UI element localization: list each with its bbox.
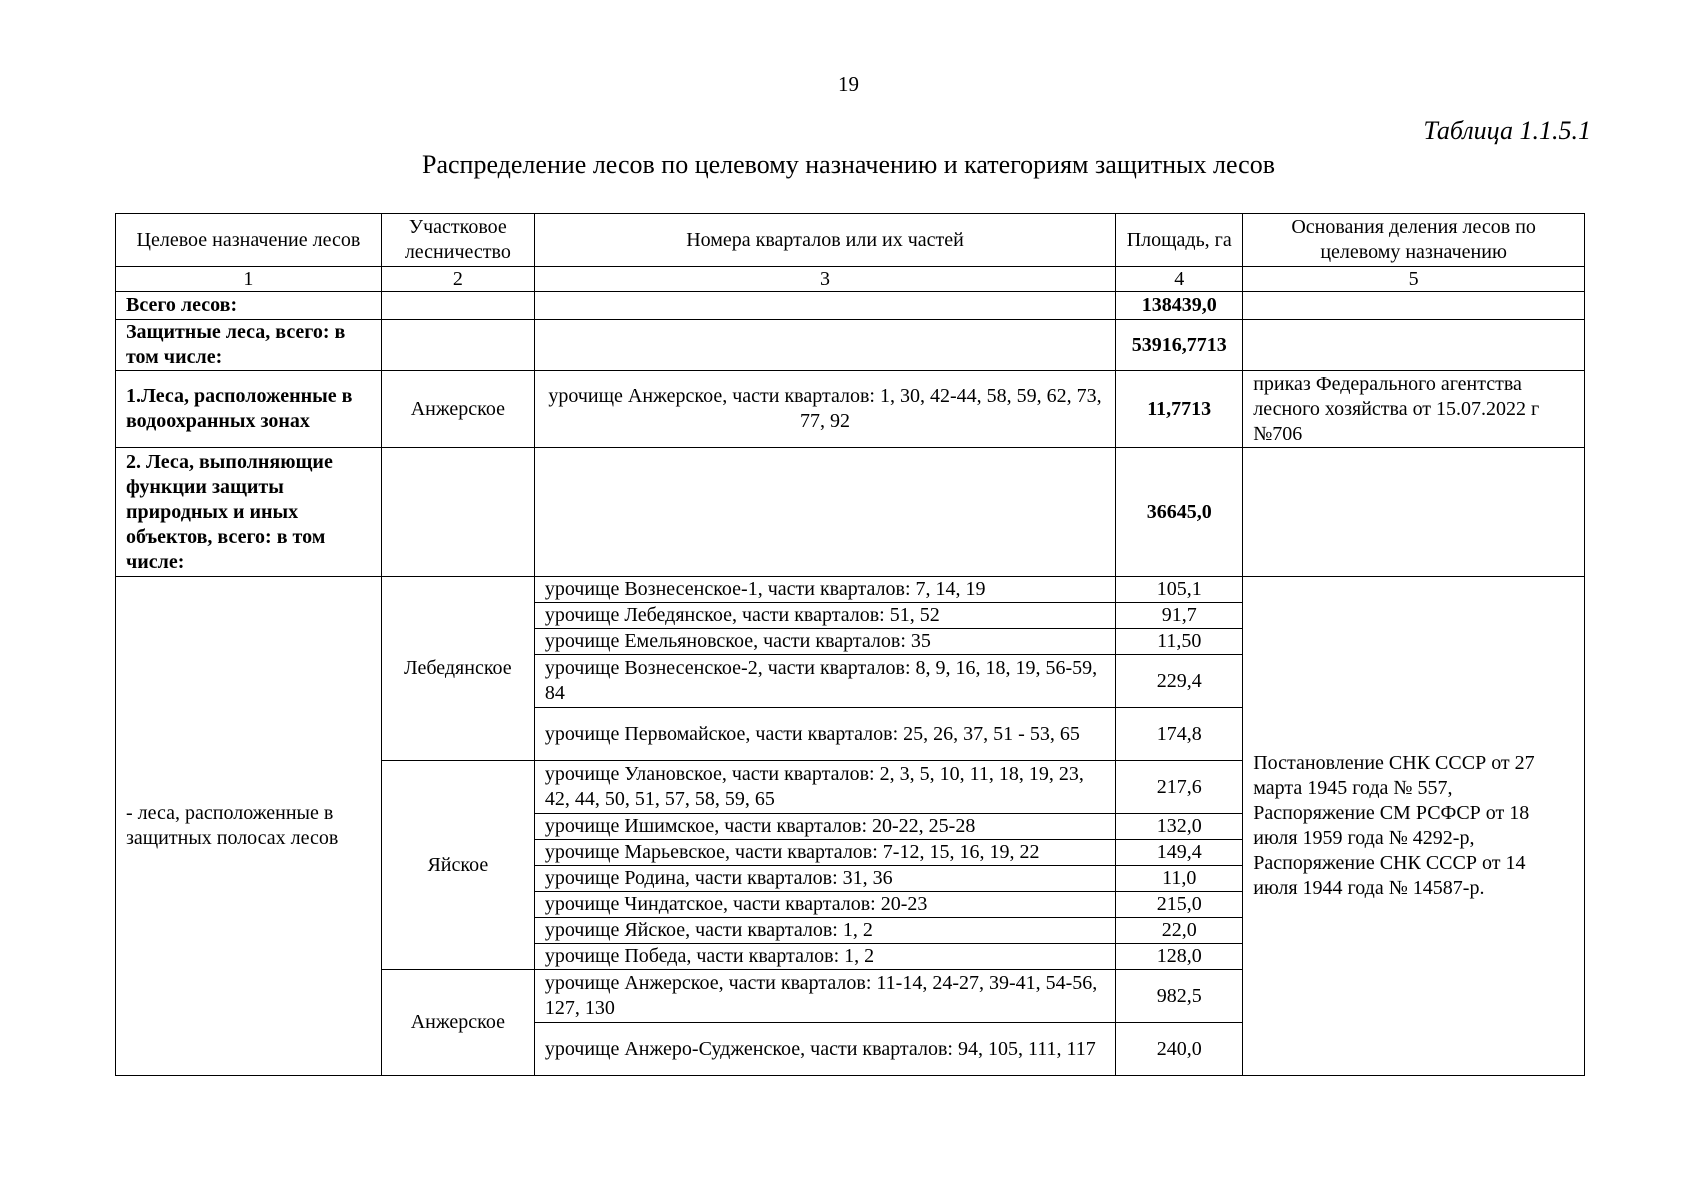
belt-quarters: урочище Ишимское, части кварталов: 20-22, 25-28 bbox=[534, 814, 1115, 840]
column-number: 2 bbox=[381, 267, 534, 292]
forestry-lebedyanskoye: Лебедянское bbox=[381, 577, 534, 761]
belt-area: 149,4 bbox=[1116, 840, 1243, 866]
belt-area: 11,0 bbox=[1116, 866, 1243, 892]
belt-quarters: урочище Чиндатское, части кварталов: 20-23 bbox=[534, 892, 1115, 918]
protective-functions-row bbox=[116, 448, 1585, 577]
belt-quarters: урочище Родина, части кварталов: 31, 36 bbox=[534, 866, 1115, 892]
empty-cell bbox=[381, 320, 534, 371]
column-number: 5 bbox=[1243, 267, 1585, 292]
empty-cell bbox=[1243, 448, 1585, 577]
belt-area: 215,0 bbox=[1116, 892, 1243, 918]
functions-label: 2. Леса, выполняющие функции защиты природных и иных объектов, всего: в том числе: bbox=[116, 448, 382, 577]
protective-area: 53916,7713 bbox=[1116, 320, 1243, 371]
belt-area: 982,5 bbox=[1116, 970, 1243, 1023]
water-protection-row bbox=[116, 371, 1585, 448]
water-quarters: урочище Анжерское, части кварталов: 1, 30, 42-44, 58, 59, 62, 73, 77, 92 bbox=[534, 371, 1115, 448]
page-number: 19 bbox=[838, 72, 859, 96]
column-number: 4 bbox=[1116, 267, 1243, 292]
water-area: 11,7713 bbox=[1116, 371, 1243, 448]
belt-quarters: урочище Емельяновское, части кварталов: 35 bbox=[534, 629, 1115, 655]
forest-distribution-table bbox=[115, 213, 1585, 1076]
header-row bbox=[116, 214, 1585, 267]
column-number: 3 bbox=[534, 267, 1115, 292]
belt-quarters: урочище Анжеро-Судженское, части кварталов: 94, 105, 111, 117 bbox=[534, 1023, 1115, 1076]
belt-quarters: урочище Улановское, части кварталов: 2, 3, 5, 10, 11, 18, 19, 23, 42, 44, 50, 51, 57, 58, 59, 65 bbox=[534, 761, 1115, 814]
header-quarters: Номера кварталов или их частей bbox=[534, 214, 1115, 267]
column-number: 1 bbox=[116, 267, 382, 292]
belt-quarters: урочище Первомайское, части кварталов: 25, 26, 37, 51 - 53, 65 bbox=[534, 708, 1115, 761]
belt-area: 22,0 bbox=[1116, 918, 1243, 944]
empty-cell bbox=[1243, 292, 1585, 320]
water-forestry: Анжерское bbox=[381, 371, 534, 448]
belt-area: 91,7 bbox=[1116, 603, 1243, 629]
empty-cell bbox=[534, 320, 1115, 371]
belt-quarters: урочище Лебедянское, части кварталов: 51, 52 bbox=[534, 603, 1115, 629]
belts-label: - леса, расположенные в защитных полосах лесов bbox=[116, 577, 382, 1076]
belt-area: 105,1 bbox=[1116, 577, 1243, 603]
belt-area: 229,4 bbox=[1116, 655, 1243, 708]
empty-cell bbox=[381, 448, 534, 577]
protective-forests-row bbox=[116, 320, 1585, 371]
belt-area: 132,0 bbox=[1116, 814, 1243, 840]
empty-cell bbox=[381, 292, 534, 320]
belt-quarters: урочище Яйское, части кварталов: 1, 2 bbox=[534, 918, 1115, 944]
belt-quarters: урочище Марьевское, части кварталов: 7-12, 15, 16, 19, 22 bbox=[534, 840, 1115, 866]
empty-cell bbox=[1243, 320, 1585, 371]
belt-area: 240,0 bbox=[1116, 1023, 1243, 1076]
belt-quarters: урочище Вознесенское-1, части кварталов: 7, 14, 19 bbox=[534, 577, 1115, 603]
table-label: Таблица 1.1.5.1 bbox=[1423, 116, 1591, 145]
belt-row bbox=[116, 577, 1585, 603]
belt-quarters: урочище Вознесенское-2, части кварталов: 8, 9, 16, 18, 19, 56-59, 84 bbox=[534, 655, 1115, 708]
functions-area: 36645,0 bbox=[1116, 448, 1243, 577]
protective-label: Защитные леса, всего: в том числе: bbox=[116, 320, 382, 371]
empty-cell bbox=[534, 292, 1115, 320]
header-area: Площадь, га bbox=[1116, 214, 1243, 267]
water-basis: приказ Федерального агентства лесного хозяйства от 15.07.2022 г №706 bbox=[1243, 371, 1585, 448]
total-area: 138439,0 bbox=[1116, 292, 1243, 320]
belt-area: 217,6 bbox=[1116, 761, 1243, 814]
belt-area: 128,0 bbox=[1116, 944, 1243, 970]
water-label: 1.Леса, расположенные в водоохранных зонах bbox=[116, 371, 382, 448]
header-forestry: Участковое лесничество bbox=[381, 214, 534, 267]
total-forests-row bbox=[116, 292, 1585, 320]
total-label: Всего лесов: bbox=[116, 292, 382, 320]
column-number-row bbox=[116, 267, 1585, 292]
belt-quarters: урочище Анжерское, части кварталов: 11-14, 24-27, 39-41, 54-56, 127, 130 bbox=[534, 970, 1115, 1023]
forestry-yayskoye: Яйское bbox=[381, 761, 534, 970]
belts-basis: Постановление СНК СССР от 27 марта 1945 года № 557, Распоряжение СМ РСФСР от 18 июля 1959 года № 4292-р, Распоряжение СНК СССР от 14 июля 1944 года № 14587-р. bbox=[1243, 577, 1585, 1076]
belt-area: 11,50 bbox=[1116, 629, 1243, 655]
document-title: Распределение лесов по целевому назначению и категориям защитных лесов bbox=[422, 150, 1275, 179]
belt-area: 174,8 bbox=[1116, 708, 1243, 761]
forestry-anzherskoye: Анжерское bbox=[381, 970, 534, 1076]
header-purpose: Целевое назначение лесов bbox=[116, 214, 382, 267]
header-basis: Основания деления лесов по целевому назначению bbox=[1243, 214, 1585, 267]
empty-cell bbox=[534, 448, 1115, 577]
belt-quarters: урочище Победа, части кварталов: 1, 2 bbox=[534, 944, 1115, 970]
